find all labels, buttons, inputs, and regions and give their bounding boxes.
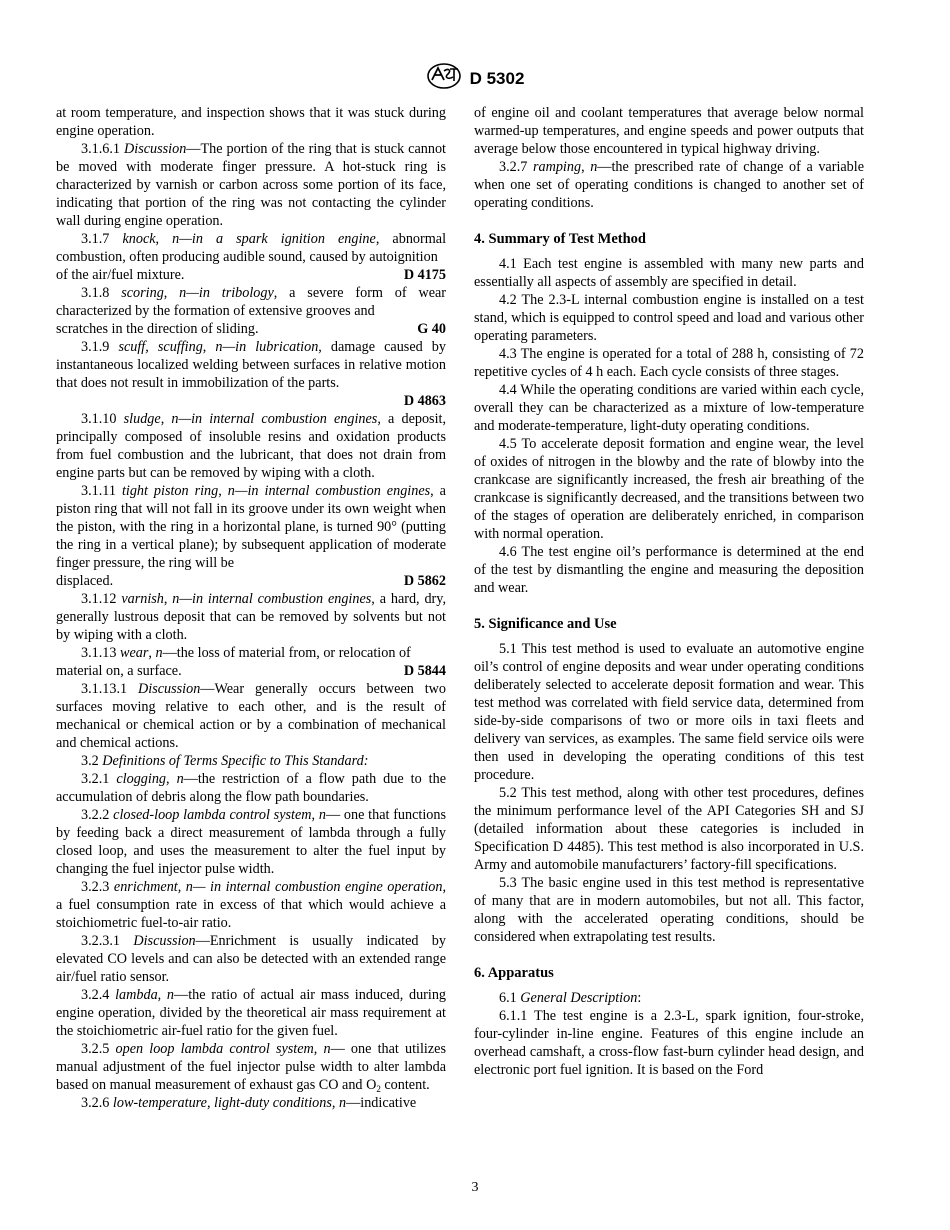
paragraph: 3.2.3.1 Discussion—Enrichment is usually indicated by elevated CO levels and can also be detected with an extended range air/fuel ratio sensor. xyxy=(56,933,446,985)
definition-scoring: 3.1.8 scoring, n—in tribology, a severe form of wear characterized by the formation of extensive grooves and xyxy=(56,285,447,319)
paragraph: 4.2 The 2.3-L internal combustion engine is installed on a test stand, which is equipped to control speed and load and various other operating parameters. xyxy=(474,292,864,344)
definition-lambda: 3.2.4 lambda, n—the ratio of actual air mass induced, during engine operation, divided by the theoretical air mass requirement at the stoichiometric air-fuel ratio for the given fuel. xyxy=(56,987,447,1039)
definition-scuff: 3.1.9 scuff, scuffing, n—in lubrication, damage caused by instantaneous localized welding between surfaces in relative motion that does not result in immobilization of the parts. xyxy=(56,339,446,391)
definition-open-loop: 3.2.5 open loop lambda control system, n— one that utilizes manual adjustment of the fuel injector pulse width to alter lambda based on manual measurement of exhaust gas CO and $O_2$ content. xyxy=(56,1041,446,1094)
reference-line: displaced. D 5862 xyxy=(56,573,446,589)
definition-ramping: 3.2.7 ramping, n—the prescribed rate of change of a variable when one set of operating conditions is changed to another set of operating conditions. xyxy=(474,159,865,211)
reference-code: D 5844 xyxy=(403,663,446,679)
section-heading: 5. Significance and Use xyxy=(474,616,617,632)
paragraph: 4.5 To accelerate deposit formation and engine wear, the level of oxides of nitrogen in the blowby and the rate of blowby into the crankcase are significantly increased, the fresh air breathing of the crankcase is significantly decreased, and the transitions between two of the stages of operation are deliberately enriched, in comparison with normal operation. xyxy=(474,436,864,542)
definition-enrichment: 3.2.3 enrichment, n— in internal combustion engine operation, a fuel consumption rate in excess of that which would achieve a stoichiometric fuel-to-air ratio. xyxy=(56,879,447,931)
reference-line xyxy=(56,392,446,410)
subsection-heading: 6.1 General Description: xyxy=(499,990,642,1006)
paragraph: 5.2 This test method, along with other test procedures, defines the minimum performance level of the API Categories SH and SJ (detailed information about these categories is included in Specification D 4485). This test method is also incorporated in U.S. Army and automobile manufacturers’ factory-fill specifications. xyxy=(474,785,864,873)
reference-line: of the air/fuel mixture. D 4175 xyxy=(56,267,446,283)
paragraph: 4.1 Each test engine is assembled with many new parts and essentially all aspects of assembly are specified in detail. xyxy=(474,256,864,290)
reference-code: D 4175 xyxy=(403,267,446,283)
paragraph: 4.4 While the operating conditions are varied within each cycle, overall they can be characterized as a mixture of low-temperature and moderate-temperature, light-duty operating conditions. xyxy=(474,382,864,434)
reference-code: G 40 xyxy=(417,321,446,337)
paragraph: 3.1.13.1 Discussion—Wear generally occurs between two surfaces moving relative to each other, and is the result of mechanical or chemical action or by a combination of mechanical and chemical actions. xyxy=(56,681,446,751)
document-number: D 5302 xyxy=(469,68,525,88)
page-header xyxy=(0,62,950,95)
definition-clogging: 3.2.1 clogging, n—the restriction of a flow path due to the accumulation of debris along the flow path boundaries. xyxy=(56,771,447,805)
right-column xyxy=(474,104,864,1079)
reference-code: D 5862 xyxy=(403,573,446,589)
definition-closed-loop: 3.2.2 closed-loop lambda control system, n— one that functions by feeding back a direct measurement of lambda through a fully closed loop, and uses the measurement to alter the fuel input by changing the fuel injector pulse width. xyxy=(56,807,447,877)
paragraph: of engine oil and coolant temperatures that average below normal warmed-up temperatures, and engine speeds and power outputs that average below those encountered in typical highway driving. xyxy=(474,105,864,157)
paragraph: at room temperature, and inspection shows that it was stuck during engine operation. xyxy=(56,105,446,139)
definition-sludge: 3.1.10 sludge, n—in internal combustion engines, a deposit, principally composed of insoluble resins and oxidation products from fuel combustion and the lubricant, that does not drain from engine parts but can be removed by wiping with a cloth. xyxy=(56,411,447,481)
paragraph: 3.1.6.1 Discussion—The portion of the ring that is stuck cannot be moved with moderate finger pressure. A hot-stuck ring is characterized by varnish or carbon across some portion of its face, indicating that portion of the ring was not contacting the cylinder wall during engine operation. xyxy=(56,141,447,229)
page-number: 3 xyxy=(471,1180,479,1195)
definition-tight-piston-ring: 3.1.11 tight piston ring, n—in internal combustion engines, a piston ring that will not fall in its groove under its own weight when the piston, with the ring in a horizontal plane, is turned 90° (putting the ring in a vertical plane); by subsequent application of moderate finger pressure, the ring will be xyxy=(56,483,446,571)
paragraph: 5.3 The basic engine used in this test method is representative of many that are in modern automobiles, but not all. This factor, along with the accelerated operating conditions, should be considered when extrapolating test results. xyxy=(474,875,864,945)
paragraph: 4.6 The test engine oil’s performance is determined at the end of the test by dismantling the engine and measuring the deposition and wear. xyxy=(474,544,864,596)
reference-line: material on, a surface. D 5844 xyxy=(56,663,446,679)
definition-wear: 3.1.13 wear, n—the loss of material from, or relocation of xyxy=(81,645,411,661)
paragraph: 6.1.1 The test engine is a 2.3-L, spark ignition, four-stroke, four-cylinder in-line engine. Features of this engine include an overhead camshaft, a cross-flow fast-burn cylinder head design, and electronic port fuel ignition. It is based on the Ford xyxy=(474,1008,864,1078)
paragraph: 4.3 The engine is operated for a total of 288 h, consisting of 72 repetitive cycles of 4 h each. Each cycle consists of three stages. xyxy=(474,346,864,380)
reference-code: D 4863 xyxy=(403,393,446,409)
paragraph: 5.1 This test method is used to evaluate an automotive engine oil’s control of engine deposits and wear under operating conditions deliberately selected to accelerate deposit formation and wear. This test method was correlated with field service data, determined from side-by-side comparisons of two or more oils in taxi fleets and delivery van services, as examples. The same field service oils were then used in developing the operating conditions of this test procedure. xyxy=(474,641,864,783)
definition-low-temperature: 3.2.6 low-temperature, light-duty conditions, n—indicative xyxy=(81,1095,417,1111)
section-heading: 4. Summary of Test Method xyxy=(474,231,646,247)
astm-logo-icon xyxy=(426,62,462,95)
definition-knock: 3.1.7 knock, n—in a spark ignition engine, abnormal combustion, often producing audible sound, caused by autoignition xyxy=(56,231,447,265)
reference-line: scratches in the direction of sliding. G 40 xyxy=(56,321,446,337)
section-heading: 6. Apparatus xyxy=(474,965,554,981)
definition-varnish: 3.1.12 varnish, n—in internal combustion engines, a hard, dry, generally lustrous deposit that can be removed by solvents but not by wiping with a cloth. xyxy=(56,591,447,643)
subsection-heading: 3.2 Definitions of Terms Specific to This Standard: xyxy=(81,753,369,769)
left-column xyxy=(56,104,446,1112)
